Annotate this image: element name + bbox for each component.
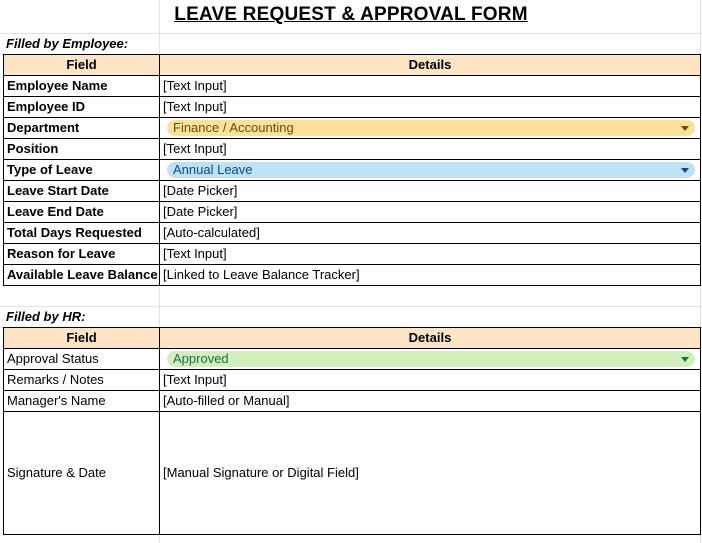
department-cell	[160, 118, 701, 139]
position-input[interactable]: [Text Input]	[160, 139, 701, 160]
table-row	[4, 160, 701, 181]
department-label: Department	[4, 118, 160, 139]
leave-end-label: Leave End Date	[4, 202, 160, 223]
dropdown-arrow-icon[interactable]	[681, 357, 689, 362]
manager-name-input[interactable]: [Auto-filled or Manual]	[160, 391, 701, 412]
table-row	[4, 76, 701, 97]
employee-name-label: Employee Name	[4, 76, 160, 97]
table-row	[4, 391, 701, 412]
leave-start-date-picker[interactable]: [Date Picker]	[160, 181, 701, 202]
remarks-label: Remarks / Notes	[4, 370, 160, 391]
reason-label: Reason for Leave	[4, 244, 160, 265]
employee-table-header	[4, 55, 701, 76]
dropdown-arrow-icon[interactable]	[681, 126, 689, 131]
leave-start-label: Leave Start Date	[4, 181, 160, 202]
header-details: Details	[160, 55, 701, 76]
table-row	[4, 244, 701, 265]
table-row	[4, 97, 701, 118]
header-field: Field	[4, 55, 160, 76]
manager-name-label: Manager's Name	[4, 391, 160, 412]
table-row	[4, 181, 701, 202]
form-title: LEAVE REQUEST & APPROVAL FORM	[174, 4, 528, 25]
table-row	[4, 202, 701, 223]
grid-line	[0, 306, 702, 328]
dropdown-arrow-icon[interactable]	[681, 168, 689, 173]
signature-label: Signature & Date	[4, 412, 160, 535]
employee-id-label: Employee ID	[4, 97, 160, 118]
hr-table-header	[4, 328, 701, 349]
hr-section-label: Filled by HR:	[6, 309, 86, 324]
table-row	[4, 118, 701, 139]
reason-input[interactable]: [Text Input]	[160, 244, 701, 265]
table-row	[4, 223, 701, 244]
position-label: Position	[4, 139, 160, 160]
leave-type-value: Annual Leave	[173, 162, 253, 177]
table-row	[4, 370, 701, 391]
total-days-label: Total Days Requested	[4, 223, 160, 244]
leave-end-date-picker[interactable]: [Date Picker]	[160, 202, 701, 223]
leave-type-cell	[160, 160, 701, 181]
table-row	[4, 412, 701, 535]
employee-table	[3, 54, 701, 286]
approval-status-cell	[160, 349, 701, 370]
approval-status-label: Approval Status	[4, 349, 160, 370]
department-value: Finance / Accounting	[173, 120, 294, 135]
table-row	[4, 139, 701, 160]
employee-name-input[interactable]: [Text Input]	[160, 76, 701, 97]
remarks-input[interactable]: [Text Input]	[160, 370, 701, 391]
header-field: Field	[4, 328, 160, 349]
signature-field[interactable]: [Manual Signature or Digital Field]	[160, 412, 701, 535]
hr-table	[3, 327, 701, 535]
department-dropdown[interactable]	[167, 120, 695, 136]
approval-status-value: Approved	[173, 351, 229, 366]
leave-type-dropdown[interactable]	[167, 162, 695, 178]
table-row	[4, 349, 701, 370]
employee-section-label: Filled by Employee:	[6, 36, 129, 51]
leave-type-label: Type of Leave	[4, 160, 160, 181]
grid-line	[0, 285, 702, 307]
total-days-value[interactable]: [Auto-calculated]	[160, 223, 701, 244]
leave-balance-label: Available Leave Balance	[4, 265, 160, 286]
table-row	[4, 265, 701, 286]
leave-balance-value[interactable]: [Linked to Leave Balance Tracker]	[160, 265, 701, 286]
approval-status-dropdown[interactable]	[167, 351, 695, 367]
employee-id-input[interactable]: [Text Input]	[160, 97, 701, 118]
header-details: Details	[160, 328, 701, 349]
